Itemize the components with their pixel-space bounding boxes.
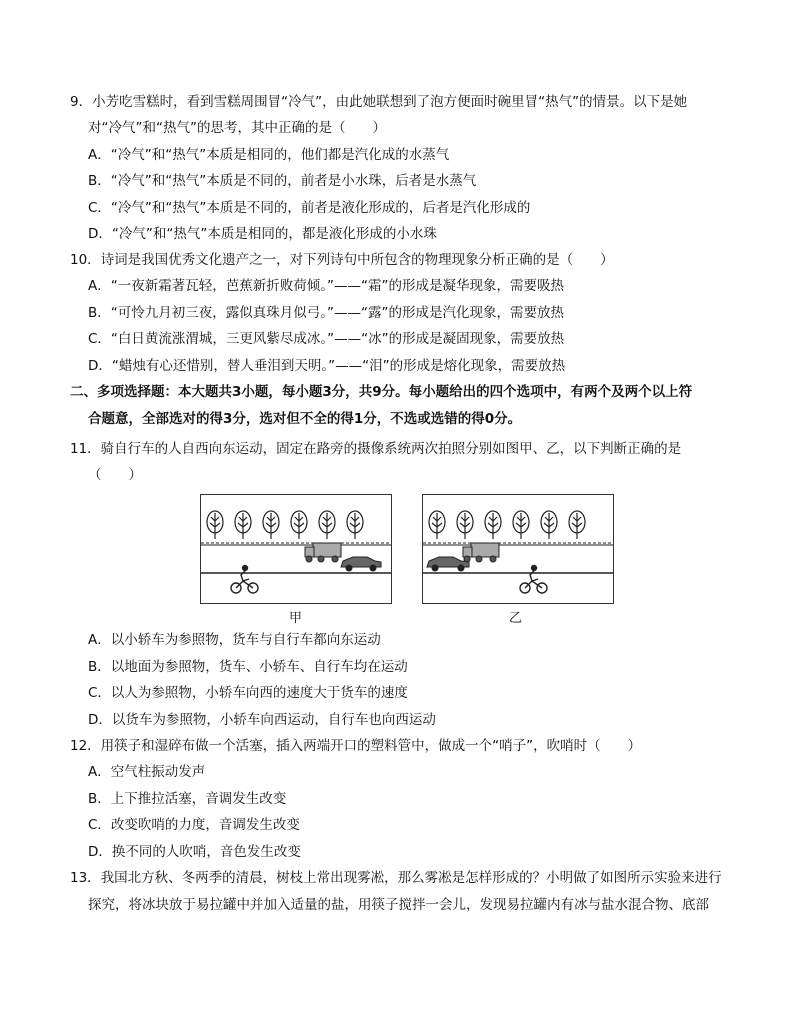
figure-left-jia bbox=[200, 494, 392, 604]
q12-option-c: C．改变吹哨的力度，音调发生改变 bbox=[88, 817, 300, 833]
q11-option-a: A．以小轿车为参照物，货车与自行车都向东运动 bbox=[88, 632, 381, 648]
q9-stem-line2: 对“冷气”和“热气”的思考，其中正确的是（ ） bbox=[88, 120, 386, 136]
q10-option-b: B．“可怜九月初三夜，露似真珠月似弓。”——“露”的形成是汽化现象，需要放热 bbox=[88, 305, 564, 321]
q11-stem-line1: 11．骑自行车的人自西向东运动，固定在路旁的摄像系统两次拍照分别如图甲、乙，以下判断正确的是 bbox=[70, 441, 682, 457]
q13-stem-line2: 探究，将冰块放于易拉罐中并加入适量的盐，用筷子搅拌一会儿，发现易拉罐内有冰与盐水混合物、底部 bbox=[88, 897, 709, 913]
tree-icon bbox=[347, 511, 363, 539]
q9-stem-line1: 9．小芳吃雪糕时，看到雪糕周围冒“冷气”，由此她联想到了泡方便面时碗里冒“热气”的情景。以下是她 bbox=[70, 94, 688, 110]
figure-label-yi: 乙 bbox=[509, 611, 523, 626]
car-icon bbox=[427, 557, 469, 571]
tree-icon bbox=[207, 511, 223, 539]
q11-option-b: B．以地面为参照物，货车、小轿车、自行车均在运动 bbox=[88, 659, 408, 675]
truck-icon bbox=[305, 543, 341, 562]
figure-label-jia: 甲 bbox=[289, 611, 303, 626]
q10-option-c: C．“白日黄流涨渭城，三更风紫尽成冰。”——“冰”的形成是凝固现象，需要放热 bbox=[88, 331, 565, 347]
q9-option-a: A．“冷气”和“热气”本质是相同的，他们都是汽化成的水蒸气 bbox=[88, 147, 450, 163]
tree-icon bbox=[263, 511, 279, 539]
tree-icon bbox=[319, 511, 335, 539]
truck-icon bbox=[463, 543, 499, 562]
figure-right-yi bbox=[422, 494, 614, 604]
q12-option-d: D．换不同的人吹哨，音色发生改变 bbox=[88, 844, 301, 860]
q13-stem-line1: 13．我国北方秋、冬两季的清晨，树枝上常出现雾凇，那么雾凇是怎样形成的？小明做了如图所示实验来进行 bbox=[70, 870, 722, 886]
q10-option-d: D．“蜡烛有心还惜别，替人垂泪到天明。”——“泪”的形成是熔化现象，需要放热 bbox=[88, 358, 566, 374]
tree-icon bbox=[291, 511, 307, 539]
q11-option-c: C．以人为参照物，小轿车向西的速度大于货车的速度 bbox=[88, 685, 408, 701]
tree-icon bbox=[485, 511, 501, 539]
figure-left-drawing bbox=[201, 495, 391, 603]
section2-heading-line2: 合题意，全部选对的得3分，选对但不全的得1分，不选或选错的得0分。 bbox=[88, 411, 522, 427]
q11-stem-line2: （ ） bbox=[88, 467, 142, 483]
tree-icon bbox=[569, 511, 585, 539]
q12-stem: 12．用筷子和湿碎布做一个活塞，插入两端开口的塑料管中，做成一个“哨子”，吹哨时（ ） bbox=[70, 738, 642, 754]
cyclist-icon bbox=[520, 566, 547, 594]
car-icon bbox=[341, 557, 381, 571]
tree-icon bbox=[513, 511, 529, 539]
figure-right-drawing bbox=[423, 495, 613, 603]
tree-icon bbox=[429, 511, 445, 539]
tree-icon bbox=[457, 511, 473, 539]
q10-option-a: A．“一夜新霜著瓦轻，芭蕉新折败荷倾。”——“霜”的形成是凝华现象，需要吸热 bbox=[88, 278, 564, 294]
q12-option-a: A．空气柱振动发声 bbox=[88, 764, 206, 780]
q12-option-b: B．上下推拉活塞，音调发生改变 bbox=[88, 791, 287, 807]
tree-icon bbox=[235, 511, 251, 539]
cyclist-icon bbox=[231, 566, 258, 594]
q11-option-d: D．以货车为参照物，小轿车向西运动，自行车也向西运动 bbox=[88, 712, 436, 728]
q9-option-d: D．“冷气”和“热气”本质是相同的，都是液化形成的小水珠 bbox=[88, 226, 437, 242]
q9-option-b: B．“冷气”和“热气”本质是不同的，前者是小水珠，后者是水蒸气 bbox=[88, 173, 477, 189]
tree-icon bbox=[541, 511, 557, 539]
q10-stem: 10．诗词是我国优秀文化遗产之一，对下列诗句中所包含的物理现象分析正确的是（ ） bbox=[70, 252, 614, 268]
q9-option-c: C．“冷气”和“热气”本质是不同的，前者是液化形成的，后者是汽化形成的 bbox=[88, 200, 531, 216]
section2-heading-line1: 二、多项选择题：本大题共3小题，每小题3分，共9分。每小题给出的四个选项中，有两个及两个以上符 bbox=[70, 384, 693, 400]
